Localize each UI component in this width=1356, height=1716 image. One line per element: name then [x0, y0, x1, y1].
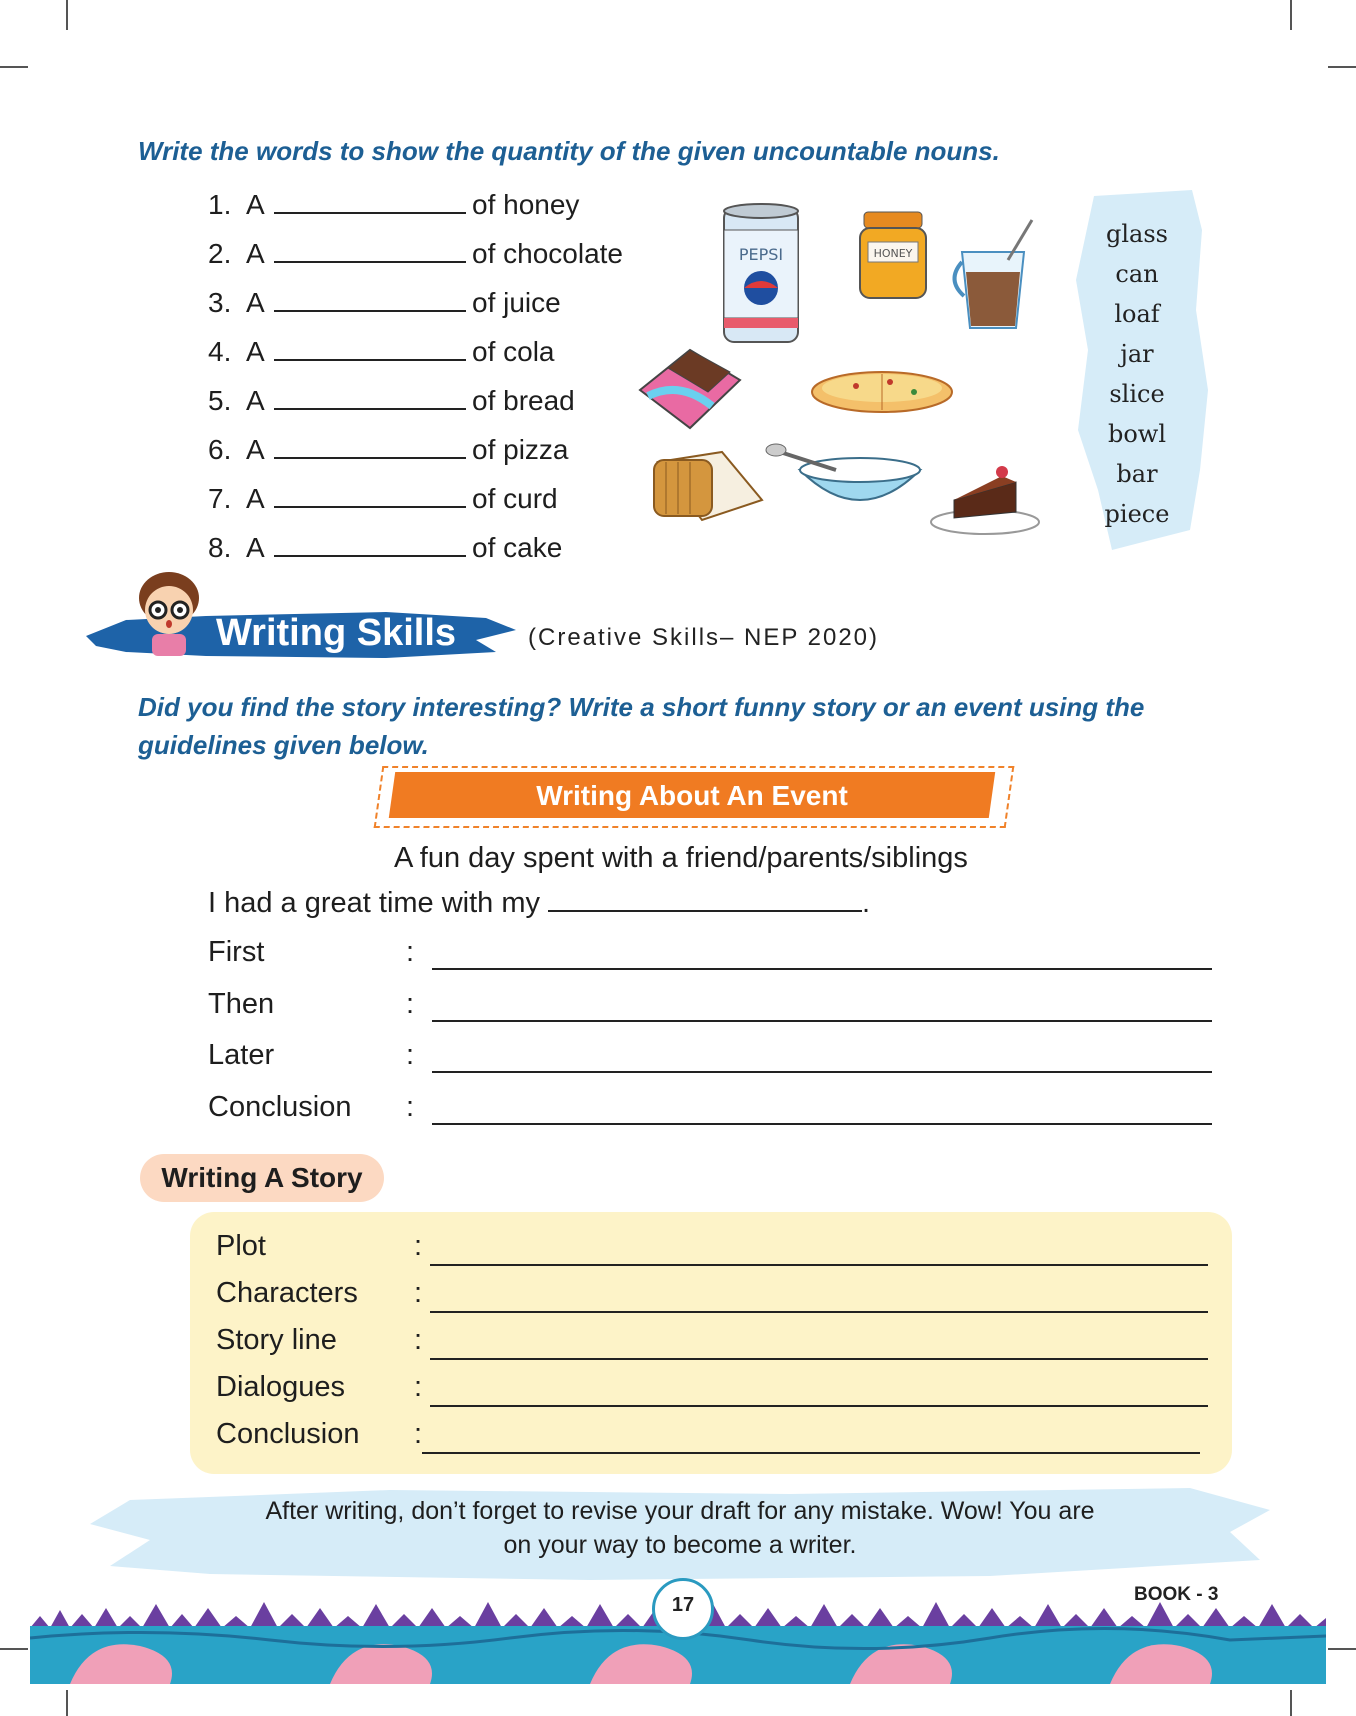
story-field-row: [216, 1418, 1210, 1458]
cake-slice-image: [931, 466, 1039, 534]
answer-blank[interactable]: [274, 333, 466, 361]
pizza-image: [812, 372, 952, 412]
event-banner-title: Writing About An Event: [536, 780, 848, 811]
answer-blank[interactable]: [274, 284, 466, 312]
juice-glass-image: [954, 220, 1032, 328]
field-colon: :: [406, 1091, 415, 1123]
item-number: 8.: [208, 532, 232, 563]
story-tag-label: Writing A Story: [161, 1162, 363, 1193]
story-answer-line[interactable]: [430, 1262, 1208, 1266]
event-field-row: [208, 1091, 1214, 1131]
item-number: 1.: [208, 189, 232, 220]
story-field-label: Plot: [216, 1230, 266, 1262]
item-article: A: [246, 287, 265, 318]
story-field-label: Story line: [216, 1324, 337, 1356]
crop-mark: [1328, 66, 1356, 68]
item-number: 3.: [208, 287, 232, 318]
item-article: A: [246, 385, 265, 416]
story-field-label: Characters: [216, 1277, 358, 1309]
event-field-label: Conclusion: [208, 1091, 352, 1123]
section-title: Writing Skills: [216, 612, 457, 654]
item-number: 7.: [208, 483, 232, 514]
event-field-row: [208, 936, 1214, 976]
story-answer-line[interactable]: [430, 1356, 1208, 1360]
item-number: 2.: [208, 238, 232, 269]
exercise-item: [208, 186, 579, 226]
answer-blank[interactable]: [274, 235, 466, 263]
can-label: PEPSI: [738, 245, 784, 264]
honey-jar-image: [860, 212, 926, 298]
item-number: 5.: [208, 385, 232, 416]
field-colon: :: [406, 936, 415, 968]
event-field-label: Then: [208, 988, 275, 1020]
event-field-label: Later: [208, 1039, 275, 1071]
item-noun: of curd: [472, 483, 558, 514]
story-field-row: [216, 1277, 1210, 1317]
item-number: 4.: [208, 336, 232, 367]
answer-blank[interactable]: [274, 431, 466, 459]
item-noun: of chocolate: [472, 238, 623, 269]
event-field-row: [208, 1039, 1214, 1079]
field-colon: :: [406, 988, 415, 1020]
answer-blank[interactable]: [274, 529, 466, 557]
field-colon: :: [414, 1230, 423, 1262]
field-colon: :: [414, 1371, 423, 1403]
word-bank-item: glass: [1106, 220, 1168, 248]
field-colon: :: [414, 1324, 423, 1356]
boy-mascot-icon: [134, 568, 204, 658]
full-stop: .: [862, 887, 871, 919]
exercise-item: [208, 284, 561, 324]
word-bank-item: piece: [1104, 500, 1170, 528]
crop-mark: [1290, 0, 1292, 30]
field-colon: :: [414, 1418, 423, 1450]
item-noun: of bread: [472, 385, 575, 416]
event-answer-line[interactable]: [432, 966, 1212, 970]
book-label: BOOK - 3: [1134, 1584, 1219, 1605]
story-field-label: Conclusion: [216, 1418, 360, 1450]
story-field-label: Dialogues: [216, 1371, 345, 1403]
story-field-row: [216, 1324, 1210, 1364]
item-article: A: [246, 532, 265, 563]
word-bank-item: loaf: [1114, 300, 1160, 328]
crop-mark: [66, 0, 68, 30]
item-noun: of juice: [472, 287, 561, 318]
event-lead: I had a great time with my: [208, 887, 541, 919]
story-answer-line[interactable]: [422, 1450, 1200, 1454]
crop-mark: [66, 1690, 68, 1716]
crop-mark: [0, 1648, 28, 1650]
companion-blank[interactable]: [548, 886, 862, 912]
exercise-instruction: Write the words to show the quantity of the given uncountable nouns.: [138, 136, 1000, 166]
item-noun: of honey: [472, 189, 580, 220]
chocolate-bar-image: [640, 350, 740, 428]
cola-can-image: [724, 204, 798, 342]
exercise-item: [208, 235, 623, 275]
story-answer-line[interactable]: [430, 1403, 1208, 1407]
exercise-item: [208, 480, 558, 520]
item-noun: of cake: [472, 532, 563, 563]
word-bank-item: bar: [1116, 460, 1158, 488]
word-bank-item: jar: [1120, 340, 1154, 368]
field-colon: :: [406, 1039, 415, 1071]
curd-bowl-image: [766, 444, 920, 500]
bread-loaf-image: [654, 452, 762, 520]
item-article: A: [246, 483, 265, 514]
exercise-item: [208, 529, 562, 569]
exercise-item: [208, 382, 575, 422]
story-field-row: [216, 1230, 1210, 1270]
story-field-row: [216, 1371, 1210, 1411]
word-bank-item: slice: [1109, 380, 1165, 408]
field-colon: :: [414, 1277, 423, 1309]
item-article: A: [246, 238, 265, 269]
answer-blank[interactable]: [274, 480, 466, 508]
writing-instruction: Did you find the story interesting? Write a short funny story or an event using the guidelines given below.: [138, 692, 1145, 760]
event-lead-row: [208, 886, 870, 920]
item-noun: of cola: [472, 336, 555, 367]
answer-blank[interactable]: [274, 382, 466, 410]
event-field-label: First: [208, 936, 265, 968]
item-noun: of pizza: [472, 434, 569, 465]
page-number: 17: [671, 1594, 695, 1616]
event-field-row: [208, 988, 1214, 1028]
event-answer-line[interactable]: [432, 1121, 1212, 1125]
food-illustrations: [620, 200, 1060, 570]
word-bank-item: can: [1115, 260, 1159, 288]
section-subtitle: (Creative Skills– NEP 2020): [528, 624, 880, 651]
item-article: A: [246, 336, 265, 367]
answer-blank[interactable]: [274, 186, 466, 214]
jar-label: HONEY: [873, 247, 913, 260]
item-number: 6.: [208, 434, 232, 465]
tip-text: After writing, don’t forget to revise your draft for any mistake. Wow! You are on your way to become a writer.: [265, 1497, 1095, 1559]
item-article: A: [246, 434, 265, 465]
crop-mark: [0, 66, 28, 68]
exercise-item: [208, 431, 569, 471]
word-bank: [1072, 190, 1208, 560]
item-article: A: [246, 189, 265, 220]
word-bank-item: bowl: [1107, 420, 1167, 448]
event-answer-line[interactable]: [432, 1069, 1212, 1073]
crop-mark: [1328, 1648, 1356, 1650]
event-topic: A fun day spent with a friend/parents/siblings: [394, 842, 968, 874]
event-answer-line[interactable]: [432, 1018, 1212, 1022]
crop-mark: [1290, 1690, 1292, 1716]
story-answer-line[interactable]: [430, 1309, 1208, 1313]
exercise-item: [208, 333, 555, 373]
